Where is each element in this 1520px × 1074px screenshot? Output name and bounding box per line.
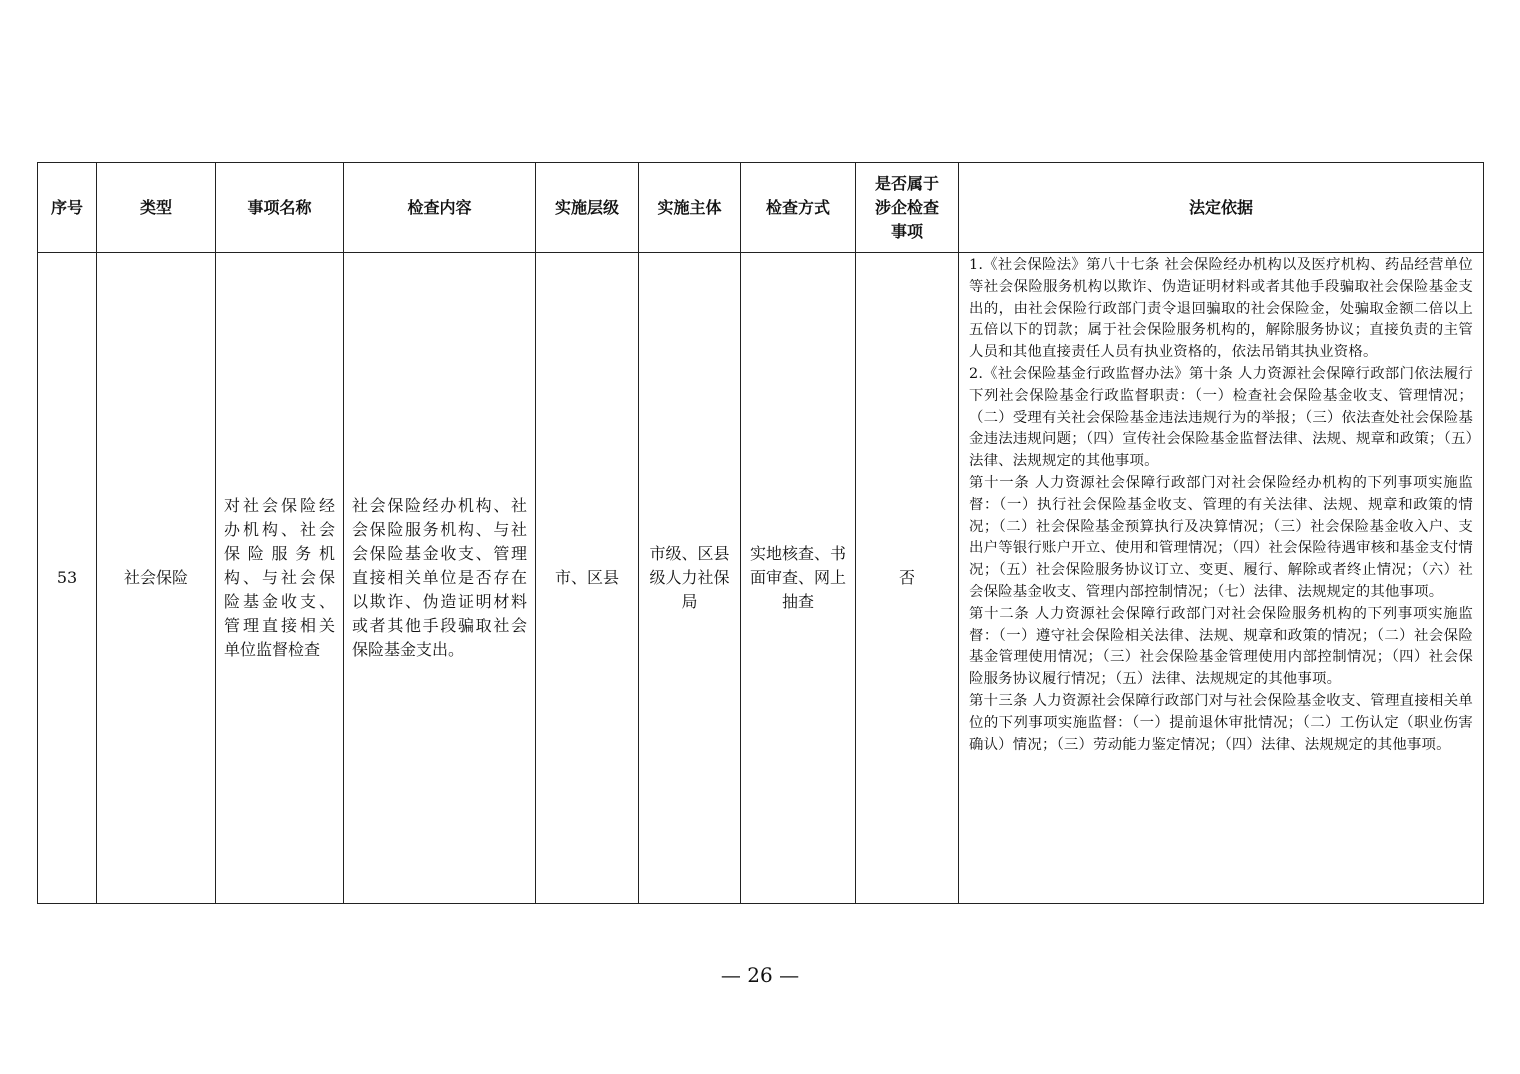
basis-paragraph: 2.《社会保险基金行政监督办法》第十条 人力资源社会保障行政部门依法履行下列社会保险基金行政监督职责：（一）检查社会保险基金收支、管理情况；（二）受理有关社会保险基金违法违规行为的举报；（三）依法查处社会保险基金违法违规问题；（四）宣传社会保险基金监督法律、法规、规章和政策；（五）法律、法规规定的其他事项。 — [969, 365, 1473, 470]
header-serial: 序号 — [38, 163, 97, 253]
inspection-table — [37, 162, 1484, 904]
cell-basis — [959, 253, 1484, 904]
table-row — [38, 253, 1484, 904]
cell-method: 实地核查、书面审查、网上抽查 — [741, 253, 856, 904]
cell-item-name: 对社会保险经办机构、社会保险服务机构、与社会保险基金收支、管理直接相关单位监督检查 — [216, 253, 344, 904]
header-level: 实施层级 — [536, 163, 639, 253]
cell-type: 社会保险 — [97, 253, 216, 904]
header-basis: 法定依据 — [959, 163, 1484, 253]
header-method: 检查方式 — [741, 163, 856, 253]
header-content: 检查内容 — [344, 163, 536, 253]
header-is-enterprise: 是否属于涉企检查事项 — [856, 163, 959, 253]
cell-level: 市、区县 — [536, 253, 639, 904]
cell-serial: 53 — [38, 253, 97, 904]
basis-paragraph: 第十一条 人力资源社会保障行政部门对社会保险经办机构的下列事项实施监督：（一）执行社会保险基金收支、管理的有关法律、法规、规章和政策的情况；（二）社会保险基金预算执行及决算情况；（三）社会保险基金收入户、支出户等银行账户开立、使用和管理情况；（四）社会保险待遇审核和基金支付情况；（五）社会保险服务协议订立、变更、履行、解除或者终止情况；（六）社会保险基金收支、管理内部控制情况；（七）法律、法规规定的其他事项。 — [969, 474, 1473, 600]
basis-paragraph: 1.《社会保险法》第八十七条 社会保险经办机构以及医疗机构、药品经营单位等社会保险服务机构以欺诈、伪造证明材料或者其他手段骗取社会保险基金支出的，由社会保险行政部门责令退回骗取的社会保险金，处骗取金额二倍以上五倍以下的罚款；属于社会保险服务机构的，解除服务协议；直接负责的主管人员和其他直接责任人员有执业资格的，依法吊销其执业资格。 — [969, 257, 1473, 361]
basis-paragraph: 第十二条 人力资源社会保障行政部门对社会保险服务机构的下列事项实施监督：（一）遵守社会保险相关法律、法规、规章和政策的情况；（二）社会保险基金管理使用情况；（三）社会保险基金管理使用内部控制情况；（四）社会保险服务协议履行情况；（五）法律、法规规定的其他事项。 — [969, 605, 1473, 688]
header-row — [38, 163, 1484, 253]
cell-content: 社会保险经办机构、社会保险服务机构、与社会保险基金收支、管理直接相关单位是否存在以欺诈、伪造证明材料或者其他手段骗取社会保险基金支出。 — [344, 253, 536, 904]
cell-subject: 市级、区县级人力社保局 — [639, 253, 741, 904]
header-item-name: 事项名称 — [216, 163, 344, 253]
page-number: — 26 — — [720, 963, 800, 987]
basis-paragraph: 第十三条 人力资源社会保障行政部门对与社会保险基金收支、管理直接相关单位的下列事项实施监督：（一）提前退休审批情况；（二）工伤认定（职业伤害确认）情况；（三）劳动能力鉴定情况；（四）法律、法规规定的其他事项。 — [969, 692, 1473, 753]
header-type: 类型 — [97, 163, 216, 253]
header-subject: 实施主体 — [639, 163, 741, 253]
cell-is-enterprise: 否 — [856, 253, 959, 904]
